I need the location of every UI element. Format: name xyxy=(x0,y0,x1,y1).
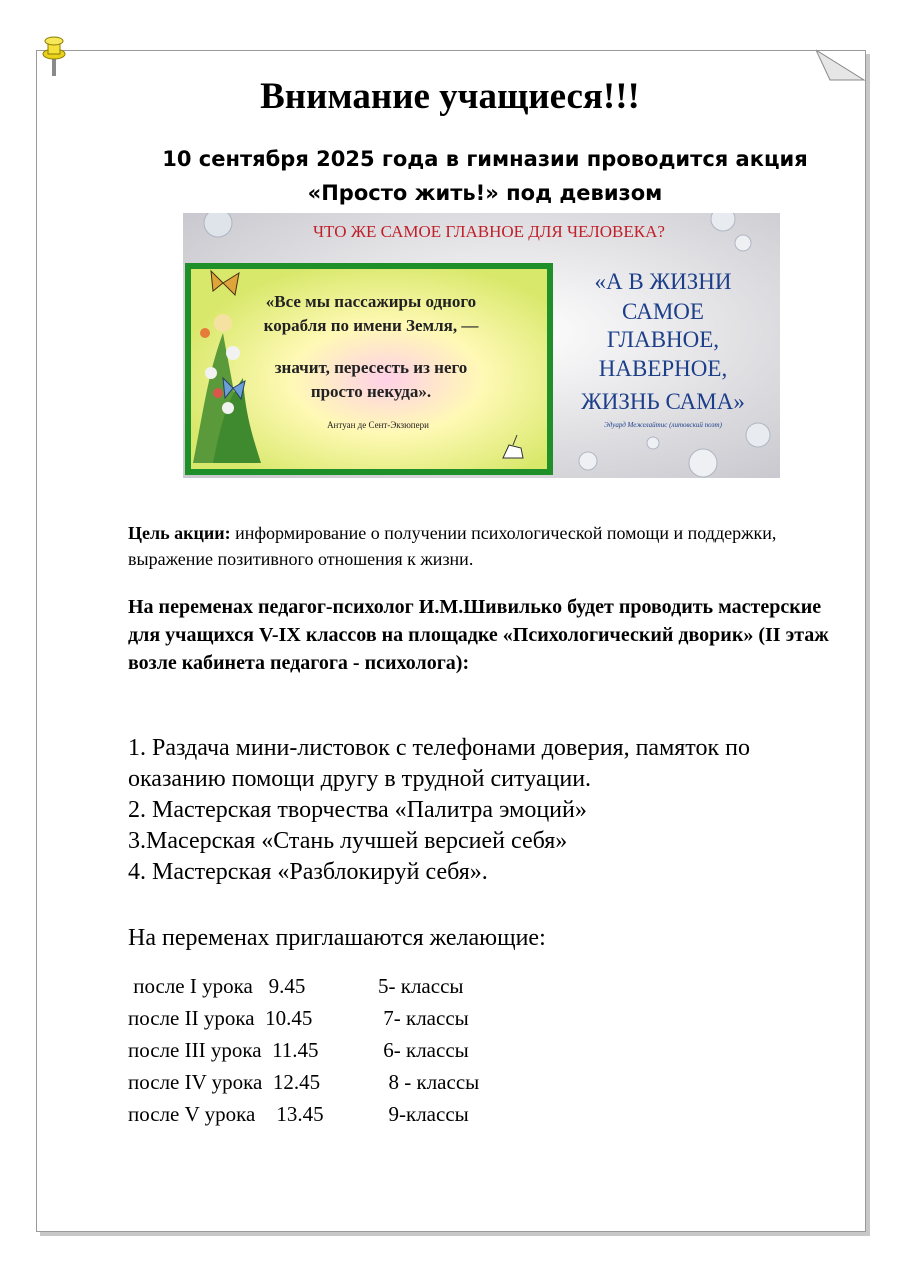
right-line-4: НАВЕРНОЕ, xyxy=(598,356,728,381)
right-line-3: ГЛАВНОЕ, xyxy=(606,327,720,352)
right-line-2: САМОЕ xyxy=(622,299,704,324)
schedule-classes: 5- классы xyxy=(378,974,464,998)
right-author: Эдуард Межелайтис (литовский поэт) xyxy=(604,421,722,429)
schedule-time: после III урока 11.45 xyxy=(128,1038,319,1062)
list-item: 1. Раздача мини-листовок с телефонами доверия, памяток по оказанию помощи другу в трудной ситуации. xyxy=(128,735,750,792)
goal-text: информирование о получении психологической помощи и поддержки, выражение позитивного отношения к жизни. xyxy=(128,523,777,569)
right-line-1: «А В ЖИЗНИ xyxy=(594,269,732,294)
banner-header: ЧТО ЖЕ САМОЕ ГЛАВНОЕ ДЛЯ ЧЕЛОВЕКА? xyxy=(313,222,665,241)
schedule-row xyxy=(128,970,548,1002)
quote-author: Антуан де Сент-Экзюпери xyxy=(327,420,429,430)
schedule-time: после V урока 13.45 xyxy=(128,1102,324,1126)
subtitle-line-2: «Просто жить!» под девизом xyxy=(307,181,663,205)
schedule-row xyxy=(128,1066,548,1098)
motto-banner xyxy=(183,213,780,478)
poster-subtitle xyxy=(120,142,850,210)
subtitle-line-1: 10 сентября 2025 года в гимназии проводится акция xyxy=(162,147,808,171)
list-item: 2. Мастерская творчества «Палитра эмоций» xyxy=(128,797,587,823)
schedule-classes: 9-классы xyxy=(378,1102,469,1126)
quote-line-4: просто некуда». xyxy=(310,382,432,401)
quote-line-3: значит, пересесть из него xyxy=(274,358,468,377)
list-item: 3.Масерская «Стань лучшей версией себя» xyxy=(128,828,568,854)
workshops-intro: На переменах педагог-психолог И.М.Шивилько будет проводить мастерские для учащихся V-IX классов на площадке «Психологический дворик» (II этаж возле кабинета педагога - психолога): xyxy=(128,596,829,674)
goal-label: Цель акции: xyxy=(128,523,231,543)
invite-text: На переменах приглашаются желающие: xyxy=(128,925,546,951)
schedule-row xyxy=(128,1002,548,1034)
schedule-classes: 7- классы xyxy=(378,1006,469,1030)
list-item: 4. Мастерская «Разблокируй себя». xyxy=(128,859,488,885)
right-line-5: ЖИЗНЬ САМА» xyxy=(581,389,745,414)
quote-line-2: корабля по имени Земля, — xyxy=(263,316,479,335)
schedule-time: после I урока 9.45 xyxy=(128,974,306,998)
goal-paragraph xyxy=(128,520,828,572)
schedule xyxy=(128,970,548,1130)
poster-title: Внимание учащиеся!!! xyxy=(260,76,640,117)
schedule-row xyxy=(128,1034,548,1066)
schedule-classes: 8 - классы xyxy=(378,1070,480,1094)
schedule-time: после IV урока 12.45 xyxy=(128,1070,321,1094)
quote-line-1: «Все мы пассажиры одного xyxy=(265,292,477,311)
activity-list xyxy=(128,733,848,888)
schedule-classes: 6- классы xyxy=(378,1038,469,1062)
schedule-time: после II урока 10.45 xyxy=(128,1006,313,1030)
schedule-row xyxy=(128,1098,548,1130)
